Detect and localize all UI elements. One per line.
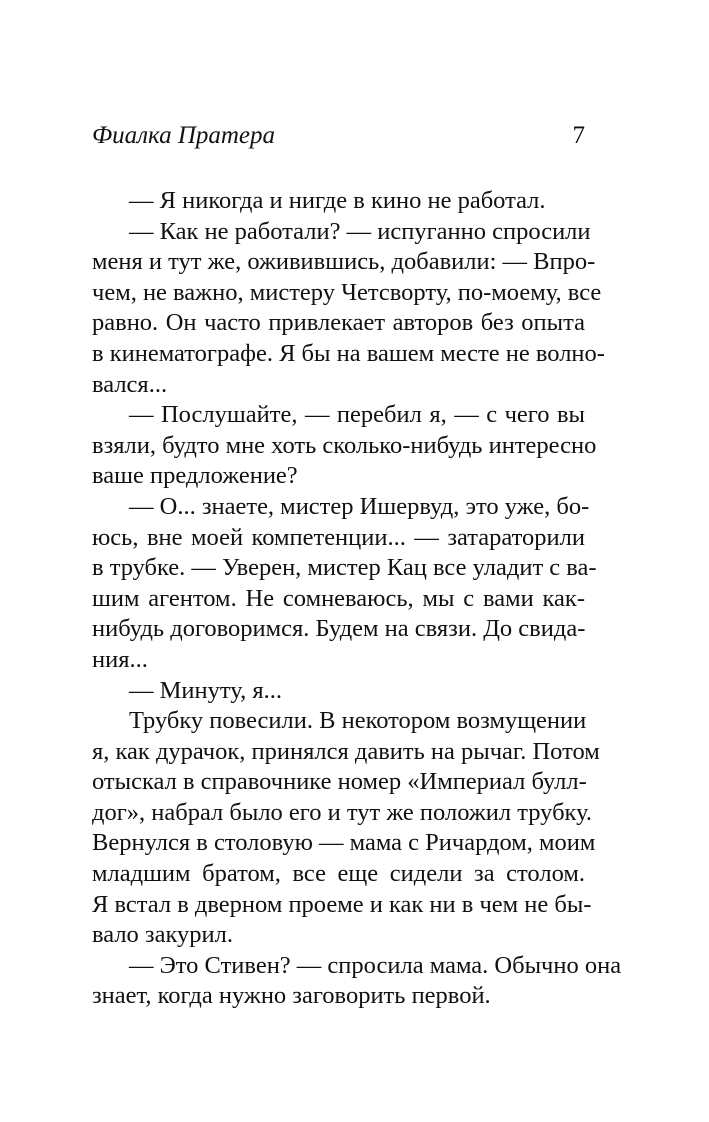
text-line: — Как не работали? — испуганно спросили [129,217,591,245]
text-line: ния... [92,645,148,673]
text-line: чем, не важно, мистеру Четсворту, по-моему, все [92,278,602,306]
text-line: младшим братом, все еще сидели за столом. [92,860,585,888]
text-line: — Это Стивен? — спросила мама. Обычно она [129,951,622,979]
text-line: знает, когда нужно заговорить первой. [92,982,491,1010]
text-line: отыскал в справочнике номер «Империал булл- [92,768,587,796]
text-line: — Минуту, я... [129,676,282,704]
page-body [92,186,622,1012]
text-line: вался... [92,370,168,398]
running-title: Фиалка Пратера [92,122,276,149]
text-line: — Послушайте, — перебил я, — с чего вы [129,401,585,429]
text-line: ваше предложение? [92,462,298,490]
text-line: в трубке. — Уверен, мистер Кац все уладит с ва- [92,554,597,582]
text-line: вало закурил. [92,921,234,949]
text-line: нибудь договоримся. Будем на связи. До свида- [92,615,586,643]
text-line: — О... знаете, мистер Ишервуд, это уже, бо- [129,492,590,520]
text-line: — Я никогда и нигде в кино не работал. [129,187,546,214]
text-line: шим агентом. Не сомневаюсь, мы с вами как- [92,584,585,612]
text-line: я, как дурачок, принялся давить на рычаг. Потом [92,737,600,765]
text-line: юсь, вне моей компетенции... — затараторили [92,523,585,551]
page-number: 7 [572,122,585,149]
text-line: взяли, будто мне хоть сколько-нибудь интересно [92,431,597,459]
text-line: Трубку повесили. В некотором возмущении [129,707,587,735]
text-line: Я встал в дверном проеме и как ни в чем не бы- [92,890,592,918]
text-line: меня и тут же, оживившись, добавили: — Впро- [92,248,596,276]
running-head [92,118,585,154]
text-line: равно. Он часто привлекает авторов без опыта [92,309,585,337]
text-line: в кинематографе. Я бы на вашем месте не волно- [92,339,605,367]
text-line: дог», набрал было его и тут же положил трубку. [92,798,593,826]
text-line: Вернулся в столовую — мама с Ричардом, моим [92,829,596,857]
